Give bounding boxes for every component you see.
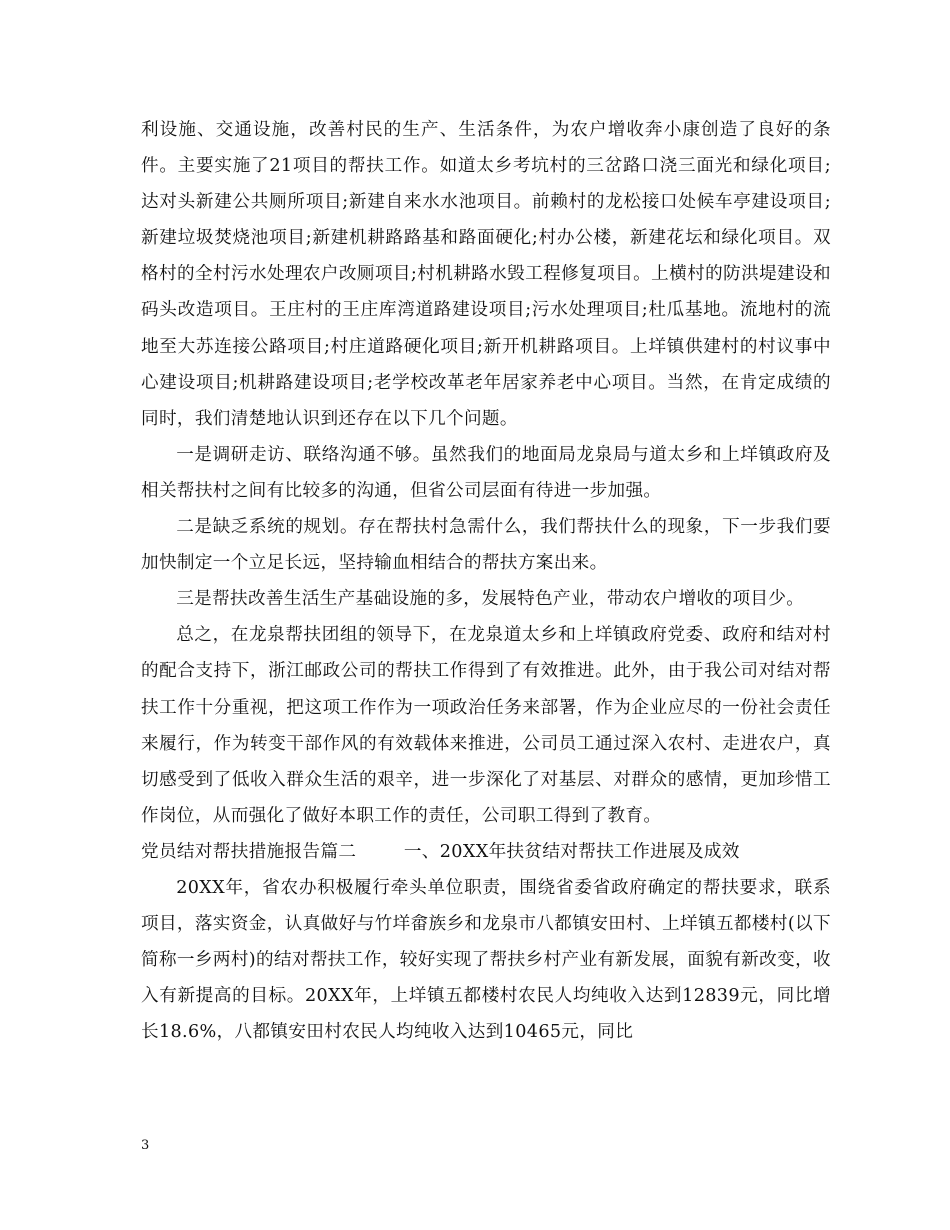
section-heading: 党员结对帮扶措施报告篇二 一、20XX年扶贫结对帮扶工作进展及成效 — [141, 841, 740, 862]
document-body — [141, 112, 831, 1050]
page-number: 3 — [141, 1138, 150, 1153]
paragraph-summary: 总之，在龙泉帮扶团组的领导下，在龙泉道太乡和上垟镇政府党委、政府和结对村的配合支持下，浙江邮政公司的帮扶工作得到了有效推进。此外，由于我公司对结对帮扶工作十分重视，把这项工作作为一项政治任务来部署，作为企业应尽的一份社会责任来履行，作为转变干部作风的有效载体来推进，公司员工通过深入农村、走进农户，真切感受到了低收入群众生活的艰辛，进一步深化了对基层、对群众的感情，更加珍惜工作岗位，从而强化了做好本职工作的责任，公司职工得到了教育。 — [141, 625, 831, 826]
paragraph-continuation: 利设施、交通设施，改善村民的生产、生活条件，为农户增收奔小康创造了良好的条件。主要实施了21项目的帮扶工作。如道太乡考坑村的三岔路口浇三面光和绿化项目;达对头新建公共厕所项目;新建自来水水池项目。前赖村的龙松接口处候车亭建设项目;新建垃圾焚烧池项目;新建机耕路路基和路面硬化;村办公楼，新建花坛和绿化项目。双格村的全村污水处理农户改厕项目;村机耕路水毁工程修复项目。上横村的防洪堤建设和码头改造项目。王庄村的王庄库湾道路建设项目;污水处理项目;杜瓜基地。流地村的流地至大苏连接公路项目;村庄道路硬化项目;新开机耕路项目。上垟镇供建村的村议事中心建设项目;机耕路建设项目;老学校改革老年居家养老中心项目。当然，在肯定成绩的同时，我们清楚地认识到还存在以下几个问题。 — [141, 120, 831, 429]
paragraph-progress: 20XX年，省农办积极履行牵头单位职责，围绕省委省政府确定的帮扶要求，联系项目，落实资金，认真做好与竹垟畲族乡和龙泉市八都镇安田村、上垟镇五都楼村(以下简称一乡两村)的结对帮扶工作，较好实现了帮扶乡村产业有新发展，面貌有新改变，收入有新提高的目标。20XX年，上垟镇五都楼村农民人均纯收入达到12839元，同比增长18.6%，八都镇安田村农民人均纯收入达到10465元，同比 — [141, 877, 831, 1043]
paragraph-issue-three: 三是帮扶改善生活生产基础设施的多，发展特色产业，带动农户增收的项目少。 — [176, 589, 805, 610]
paragraph-issue-two: 二是缺乏系统的规划。存在帮扶村急需什么，我们帮扶什么的现象，下一步我们要加快制定一个立足长远，坚持输血相结合的帮扶方案出来。 — [141, 517, 831, 574]
paragraph-issue-one: 一是调研走访、联络沟通不够。虽然我们的地面局龙泉局与道太乡和上垟镇政府及相关帮扶村之间有比较多的沟通，但省公司层面有待进一步加强。 — [141, 444, 831, 501]
